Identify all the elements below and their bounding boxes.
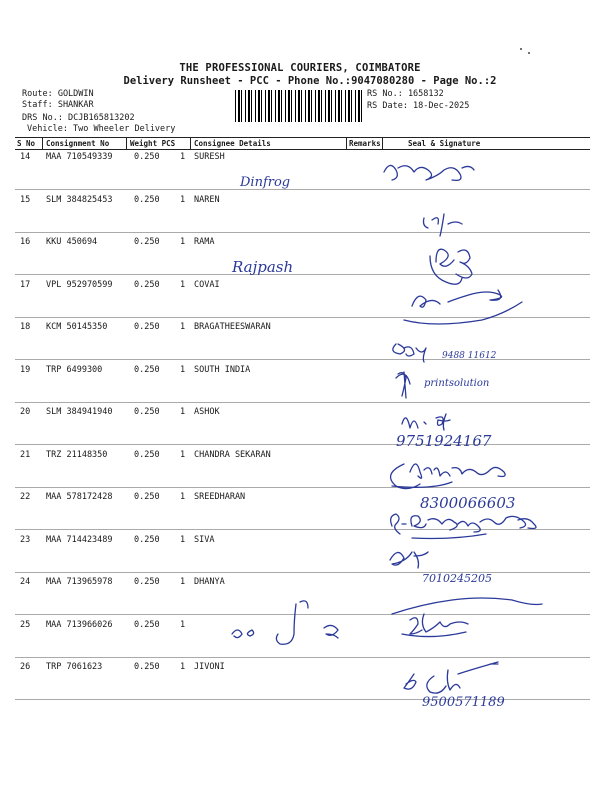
row-consignee: SURESH bbox=[194, 152, 225, 162]
row-consignee: NAREN bbox=[194, 194, 220, 205]
row-consignee: SIVA bbox=[194, 534, 215, 545]
handwritten-phone-22: 8300066603 bbox=[420, 494, 516, 512]
row-pcs: 1 bbox=[180, 152, 186, 162]
route-label: Route: GOLDWIN bbox=[22, 89, 94, 99]
scan-speck bbox=[528, 52, 530, 54]
signature-25 bbox=[402, 614, 468, 637]
row-consignment-no: SLM 384825453 bbox=[46, 194, 113, 205]
row-s-no: 26 bbox=[20, 662, 31, 672]
row-consignment-no: SLM 384941940 bbox=[46, 407, 113, 417]
row-consignment-no: KCM 50145350 bbox=[46, 322, 108, 332]
row-pcs: 1 bbox=[180, 534, 186, 545]
scribble-25 bbox=[232, 601, 338, 644]
company-title: THE PROFESSIONAL COURIERS, COIMBATORE bbox=[179, 62, 421, 74]
header-seal-signature: Seal & Signature bbox=[408, 139, 481, 148]
signature-21 bbox=[391, 464, 506, 489]
row-consignee: ASHOK bbox=[194, 407, 220, 417]
row-weight: 0.250 bbox=[134, 364, 160, 375]
row-weight: 0.250 bbox=[134, 152, 160, 162]
header-consignee: Consignee Details bbox=[194, 139, 271, 148]
row-weight: 0.250 bbox=[134, 407, 160, 417]
row-consignment-no: MAA 713965978 bbox=[46, 577, 113, 587]
signature-19 bbox=[396, 372, 410, 398]
row-s-no: 25 bbox=[20, 619, 31, 630]
signature-16 bbox=[430, 249, 472, 284]
row-consignee: JIVONI bbox=[194, 662, 225, 672]
row-consignment-no: MAA 578172428 bbox=[46, 492, 113, 502]
handwritten-phone-26: 9500571189 bbox=[422, 695, 505, 710]
signature-22b bbox=[411, 516, 536, 539]
row-consignee: RAMA bbox=[194, 237, 215, 247]
row-s-no: 15 bbox=[20, 194, 31, 205]
signature-24 bbox=[392, 598, 542, 614]
signature-26 bbox=[404, 662, 498, 693]
row-s-no: 19 bbox=[20, 364, 31, 375]
row-pcs: 1 bbox=[180, 279, 186, 290]
runsheet-subtitle: Delivery Runsheet - PCC - Phone No.:9047080280 - Page No.:2 bbox=[123, 75, 497, 87]
row-s-no: 23 bbox=[20, 534, 31, 545]
handwritten-sig-16: Rajpash bbox=[232, 258, 294, 276]
row-consignment-no: KKU 450694 bbox=[46, 237, 98, 247]
row-s-no: 14 bbox=[20, 152, 31, 162]
row-weight: 0.250 bbox=[134, 577, 160, 587]
handwritten-sig-19: printsolution bbox=[424, 378, 490, 389]
row-weight: 0.250 bbox=[134, 279, 160, 290]
row-consignee: BRAGATHEESWARAN bbox=[194, 322, 271, 332]
row-consignment-no: VPL 952970599 bbox=[46, 279, 113, 290]
row-consignment-no: MAA 710549339 bbox=[46, 152, 113, 162]
row-weight: 0.250 bbox=[134, 662, 160, 672]
row-weight: 0.250 bbox=[134, 619, 160, 630]
scan-speck bbox=[520, 48, 522, 50]
row-weight: 0.250 bbox=[134, 449, 160, 460]
row-pcs: 1 bbox=[180, 577, 186, 587]
header-remarks: Remarks bbox=[349, 139, 381, 148]
header-consignment: Consignment No bbox=[46, 139, 110, 148]
row-consignee: DHANYA bbox=[194, 577, 225, 587]
row-consignee: SOUTH INDIA bbox=[194, 364, 251, 375]
header-s-no: S No bbox=[17, 139, 36, 148]
row-consignee: CHANDRA SEKARAN bbox=[194, 449, 271, 460]
row-s-no: 24 bbox=[20, 577, 31, 587]
handwritten-phone-23: 7010245205 bbox=[422, 572, 492, 585]
row-weight: 0.250 bbox=[134, 237, 160, 247]
row-s-no: 16 bbox=[20, 237, 31, 247]
handwritten-sig-14: Dinfrog bbox=[240, 175, 291, 190]
row-consignee: COVAI bbox=[194, 279, 220, 290]
row-consignment-no: MAA 713966026 bbox=[46, 619, 113, 630]
signature-23 bbox=[390, 552, 428, 568]
signature-22 bbox=[391, 514, 406, 534]
vehicle-label: Vehicle: Two Wheeler Delivery bbox=[27, 124, 176, 134]
staff-label: Staff: SHANKAR bbox=[22, 100, 94, 110]
row-pcs: 1 bbox=[180, 492, 186, 502]
signature-14 bbox=[384, 165, 474, 180]
rs-number: RS No.: 1658132 bbox=[367, 89, 444, 99]
row-weight: 0.250 bbox=[134, 322, 160, 332]
row-consignee: SREEDHARAN bbox=[194, 492, 246, 502]
row-consignment-no: TRP 6499300 bbox=[46, 364, 103, 375]
row-consignment-no: TRZ 21148350 bbox=[46, 449, 108, 460]
row-weight: 0.250 bbox=[134, 534, 160, 545]
signature-17 bbox=[404, 290, 522, 324]
row-s-no: 20 bbox=[20, 407, 31, 417]
row-s-no: 17 bbox=[20, 279, 31, 290]
row-pcs: 1 bbox=[180, 237, 186, 247]
row-pcs: 1 bbox=[180, 322, 186, 332]
row-consignment-no: TRP 7061623 bbox=[46, 662, 103, 672]
handwritten-phone-20: 9751924167 bbox=[396, 432, 492, 450]
handwritten-phone-18: 9488 11612 bbox=[442, 351, 497, 361]
signature-18 bbox=[393, 344, 426, 362]
row-weight: 0.250 bbox=[134, 194, 160, 205]
row-pcs: 1 bbox=[180, 407, 186, 417]
drs-number: DRS No.: DCJB165813202 bbox=[22, 113, 135, 123]
row-pcs: 1 bbox=[180, 619, 186, 630]
row-pcs: 1 bbox=[180, 364, 186, 375]
header-weight-pcs: Weight PCS bbox=[130, 139, 176, 148]
signature-20 bbox=[402, 414, 450, 430]
row-consignment-no: MAA 714423489 bbox=[46, 534, 113, 545]
row-s-no: 21 bbox=[20, 449, 31, 460]
row-pcs: 1 bbox=[180, 194, 186, 205]
row-pcs: 1 bbox=[180, 662, 186, 672]
row-s-no: 18 bbox=[20, 322, 31, 332]
rs-date: RS Date: 18-Dec-2025 bbox=[367, 101, 470, 111]
row-s-no: 22 bbox=[20, 492, 31, 502]
row-pcs: 1 bbox=[180, 449, 186, 460]
row-weight: 0.250 bbox=[134, 492, 160, 502]
signature-15 bbox=[424, 214, 463, 236]
